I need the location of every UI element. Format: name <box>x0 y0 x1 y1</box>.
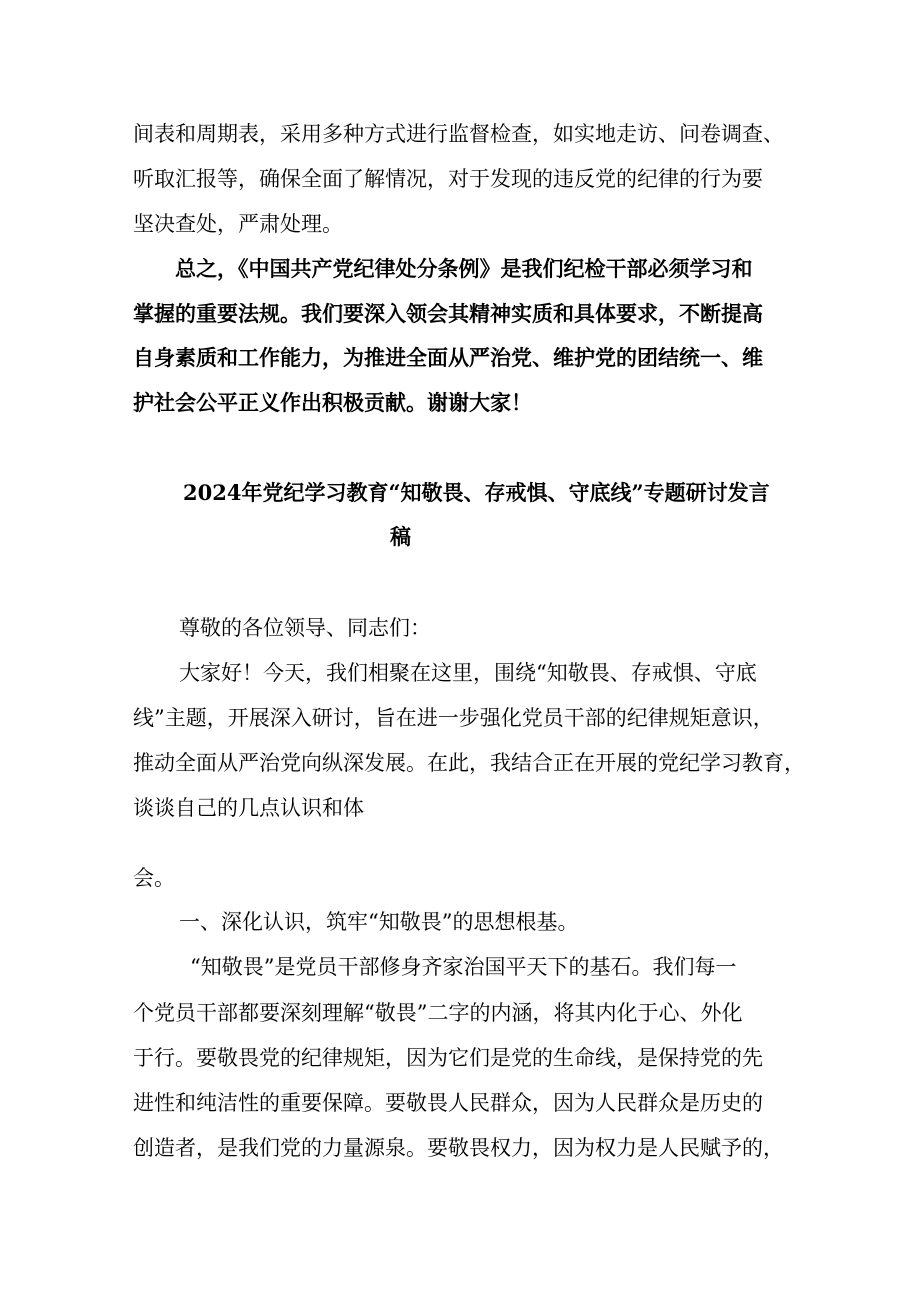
conclusion-line-1: 总之，《中国共产党纪律处分条例》是我们纪检干部必须学习和 <box>175 256 753 281</box>
section1-heading: 一、深化认识，筑牢“知敬畏”的思想根基。 <box>179 910 579 934</box>
section1-line-1: “知敬畏”是党员干部修身齐家治国平天下的基石。我们每一 <box>190 955 737 979</box>
section1-line-5: 创造者，是我们党的力量源泉。要敬畏权力，因为权力是人民赋予的， <box>133 1136 784 1160</box>
conclusion-line-2: 掌握的重要法规。我们要深入领会其精神实质和具体要求，不断提高 <box>133 301 763 326</box>
document-title-cont: 稿 <box>390 524 411 549</box>
document-title: 2024年党纪学习教育“知敬畏、存戒惧、守底线”专题研讨发言 <box>183 480 770 505</box>
intro-line-1: 大家好！今天，我们相聚在这里，围绕“知敬畏、存戒惧、守底 <box>179 661 757 685</box>
intro-line-5: 会。 <box>133 866 175 890</box>
intro-line-2: 线”主题，开展深入研讨，旨在进一步强化党员干部的纪律规矩意识， <box>133 706 774 730</box>
continuation-line-3: 坚决查处，严肃处理。 <box>133 212 343 236</box>
salutation: 尊敬的各位领导、同志们： <box>179 616 431 640</box>
section1-line-4: 进性和纯洁性的重要保障。要敬畏人民群众，因为人民群众是历史的 <box>133 1091 763 1115</box>
conclusion-line-4: 护社会公平正义作出积极贡献。谢谢大家！ <box>133 390 532 415</box>
intro-line-4: 谈谈自己的几点认识和体 <box>133 796 364 820</box>
continuation-line-2: 听取汇报等，确保全面了解情况，对于发现的违反党的纪律的行为要 <box>133 167 763 191</box>
continuation-line-1: 间表和周期表，采用多种方式进行监督检查，如实地走访、问卷调查、 <box>133 122 784 146</box>
section1-line-3: 于行。要敬畏党的纪律规矩，因为它们是党的生命线，是保持党的先 <box>133 1046 763 1070</box>
conclusion-line-3: 自身素质和工作能力，为推进全面从严治党、维护党的团结统一、维 <box>133 345 763 370</box>
intro-line-3: 推动全面从严治党向纵深发展。在此，我结合正在开展的党纪学习教育， <box>133 751 805 775</box>
section1-line-2: 个党员干部都要深刻理解“敬畏”二字的内涵，将其内化于心、外化 <box>133 1001 743 1025</box>
